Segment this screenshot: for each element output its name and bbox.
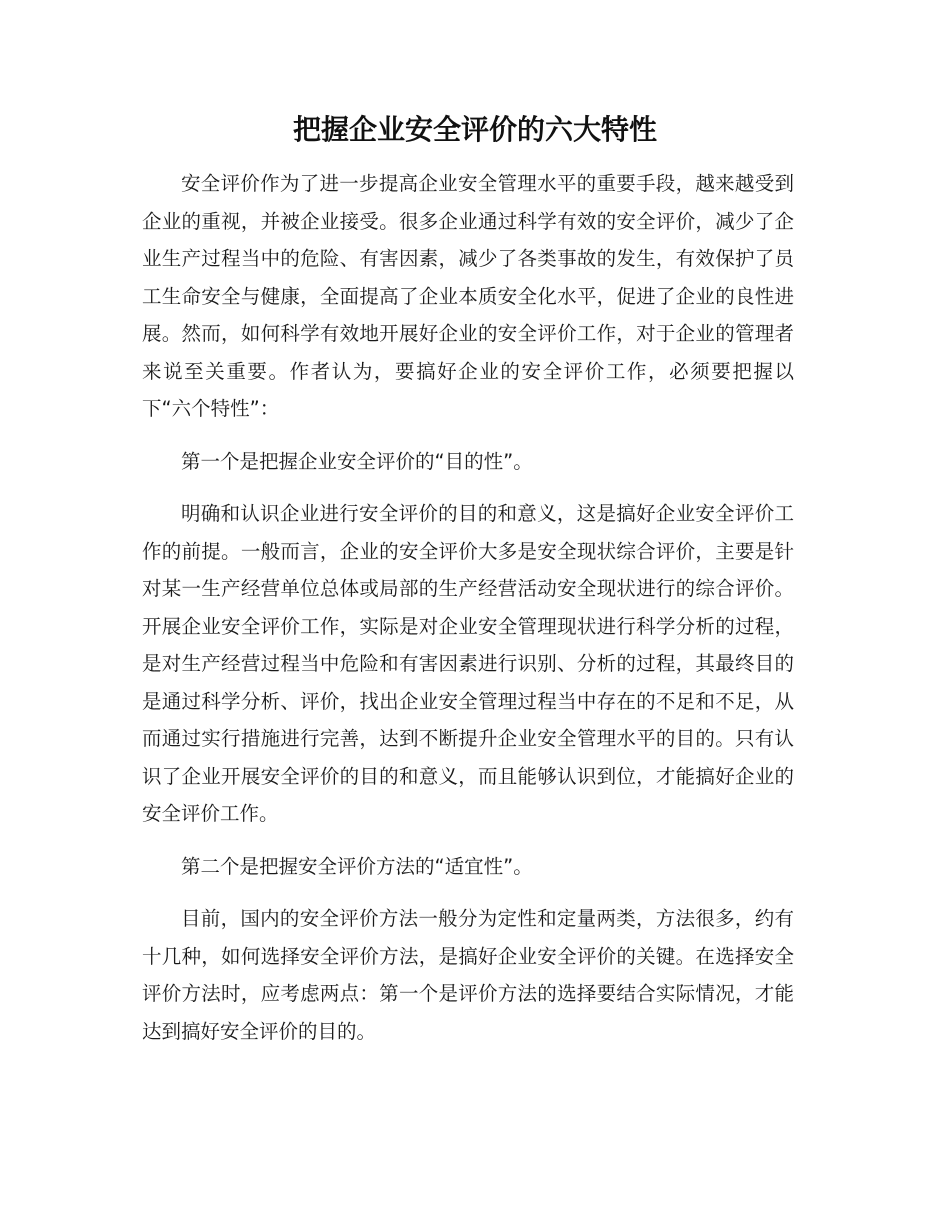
document-body [142,165,794,1065]
paragraph-heading-1: 第一个是把握企业安全评价的“目的性”。 [181,449,533,473]
paragraph-methods: 目前，国内的安全评价方法一般分为定性和定量两类，方法很多，约有十几种，如何选择安全评价方法，是搞好企业安全评价的关键。在选择安全评价方法时，应考虑两点：第一个是评价方法的选择要结合实际情况，才能达到搞好安全评价的目的。 [142,907,794,1043]
paragraph-heading-2: 第二个是把握安全评价方法的“适宜性”。 [181,854,533,878]
document-title: 把握企业安全评价的六大特性 [292,113,657,146]
paragraph-purpose: 明确和认识企业进行安全评价的目的和意义，这是搞好企业安全评价工作的前提。一般而言，企业的安全评价大多是安全现状综合评价，主要是针对某一生产经营单位总体或局部的生产经营活动安全现状进行的综合评价。开展企业安全评价工作，实际是对企业安全管理现状进行科学分析的过程，是对生产经营过程当中危险和有害因素进行识别、分析的过程，其最终目的是通过科学分析、评价，找出企业安全管理过程当中存在的不足和不足，从而通过实行措施进行完善，达到不断提升企业安全管理水平的目的。只有认识了企业开展安全评价的目的和意义，而且能够认识到位，才能搞好企业的安全评价工作。 [142,502,794,825]
paragraph-intro: 安全评价作为了进一步提高企业安全管理水平的重要手段，越来越受到企业的重视，并被企业接受。很多企业通过科学有效的安全评价，减少了企业生产过程当中的危险、有害因素，减少了各类事故的发生，有效保护了员工生命安全与健康，全面提高了企业本质安全化水平，促进了企业的良性进展。然而，如何科学有效地开展好企业的安全评价工作，对于企业的管理者来说至关重要。作者认为，要搞好企业的安全评价工作，必须要把握以下“六个特性”： [142,172,794,420]
